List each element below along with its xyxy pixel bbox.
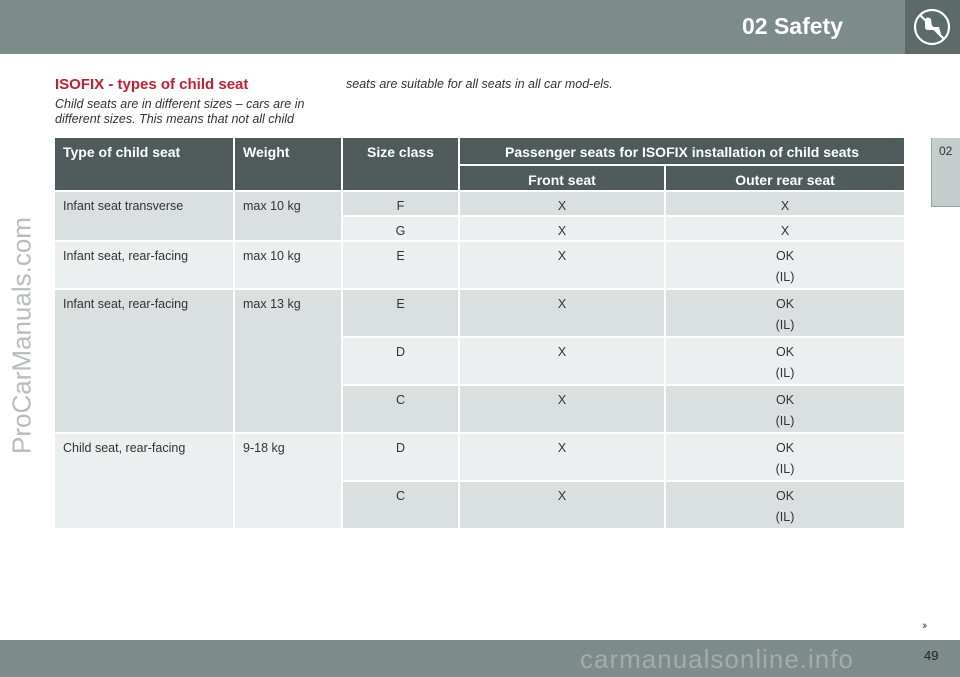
page-number: 49 — [924, 648, 939, 663]
cell-size: C — [342, 481, 459, 529]
cell-front: X — [459, 433, 665, 481]
cell-rear-note: (IL) — [775, 414, 795, 428]
no-child-seat-icon — [912, 7, 952, 47]
next-page-arrows-icon[interactable]: ›› — [922, 620, 926, 632]
chapter-side-tab[interactable] — [931, 138, 960, 207]
cell-rear: OK (IL) — [665, 433, 905, 481]
watermark-bottom: carmanualsonline.info — [580, 644, 854, 674]
cell-size: E — [342, 289, 459, 337]
table-row — [55, 433, 905, 481]
cell-front: X — [459, 337, 665, 385]
cell-size: E — [342, 241, 459, 289]
header-bar — [0, 0, 905, 54]
cell-type: Infant seat, rear-facing — [55, 241, 234, 289]
cell-size: G — [342, 216, 459, 241]
cell-type: Infant seat, rear-facing — [55, 289, 234, 433]
chapter-icon-box — [905, 0, 960, 54]
table-row — [55, 289, 905, 337]
table-row — [55, 241, 905, 289]
cell-size: D — [342, 337, 459, 385]
cell-front: X — [459, 191, 665, 216]
cell-front: X — [459, 289, 665, 337]
cell-rear-note: (IL) — [775, 510, 795, 524]
cell-rear: OK (IL) — [665, 385, 905, 433]
cell-rear: X — [665, 216, 905, 241]
table-row — [55, 191, 905, 216]
cell-front: X — [459, 481, 665, 529]
cell-type: Child seat, rear-facing — [55, 433, 234, 529]
cell-rear: OK (IL) — [665, 337, 905, 385]
header-size-class: Size class — [342, 138, 459, 191]
cell-size: F — [342, 191, 459, 216]
cell-rear-note: (IL) — [775, 462, 795, 476]
cell-weight: 9-18 kg — [234, 433, 342, 529]
cell-rear-note: (IL) — [775, 270, 795, 284]
header-passenger-seats: Passenger seats for ISOFIX installation of child seats — [459, 138, 905, 165]
cell-weight: max 13 kg — [234, 289, 342, 433]
cell-rear-note: (IL) — [775, 318, 795, 332]
intro-text-left: Child seats are in different sizes – cars are in different sizes. This means that not all child — [55, 97, 305, 126]
section-heading: ISOFIX - types of child seat — [55, 76, 249, 93]
cell-weight: max 10 kg — [234, 241, 342, 289]
header-outer-rear-seat: Outer rear seat — [665, 165, 905, 191]
header-type: Type of child seat — [55, 138, 234, 191]
cell-size: D — [342, 433, 459, 481]
cell-front: X — [459, 216, 665, 241]
header-front-seat: Front seat — [459, 165, 665, 191]
side-tab-label: 02 — [939, 144, 953, 158]
cell-size: C — [342, 385, 459, 433]
isofix-table — [55, 138, 906, 530]
header-weight: Weight — [234, 138, 342, 191]
cell-type: Infant seat transverse — [55, 191, 234, 241]
cell-rear: OK (IL) — [665, 241, 905, 289]
chapter-title: 02 Safety — [741, 13, 843, 39]
cell-rear: X — [665, 191, 905, 216]
cell-rear-note: (IL) — [775, 366, 795, 380]
cell-weight: max 10 kg — [234, 191, 342, 241]
cell-front: X — [459, 241, 665, 289]
watermark-left: ProCarManuals.com — [6, 217, 37, 454]
cell-front: X — [459, 385, 665, 433]
cell-rear: OK (IL) — [665, 481, 905, 529]
cell-rear: OK (IL) — [665, 289, 905, 337]
intro-text-right: seats are suitable for all seats in all car mod-els. — [346, 77, 613, 91]
